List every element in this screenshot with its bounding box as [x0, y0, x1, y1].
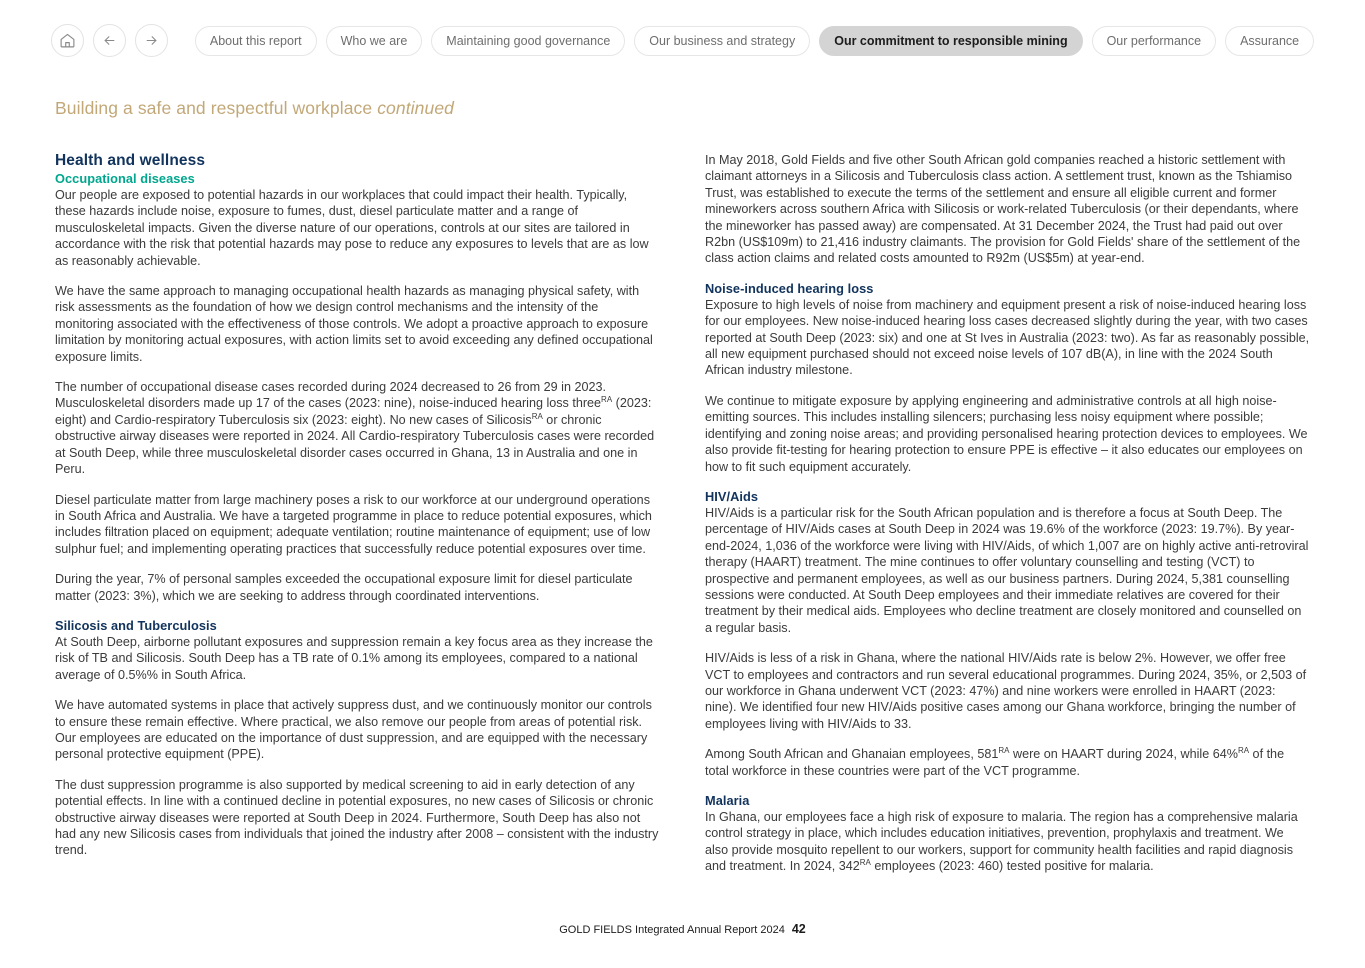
paragraph-hiv-south-deep: HIV/Aids is a particular risk for the South African population and is therefore a focus at South Deep. The percentage of HIV/Aids cases at South Deep in 2024 was 19.6% of the workforce (2023: 19.7%). By year-end-2024, 1,036 of the workforce were living with HIV/Aids, of which 1,007 are on highly active anti-retroviral therapy (HAART) treatment. The mine continues to offer voluntary counselling and testing (VCT) to prospective and permanent employees, as well as our business partners. During 2024, 5,381 counselling sessions were conducted. At South Deep employees and their immediate relatives are covered for their treatment by their medical aids. Employees who decline treatment are closely monitored and counselled on a regular basis. — [705, 505, 1309, 635]
paragraph-noise-exposure-cases: Exposure to high levels of noise from machinery and equipment present a risk of noise-induced hearing loss for our employees. New noise-induced hearing loss cases decreased slightly during the year, with two cases reported at South Deep (2023: six) and one at St Ives in Australia (2023: two). As far as reasonably possible, all new equipment purchased should not exceed noise levels of 107 dB(A), in line with the 2024 South African industry milestone. — [705, 297, 1310, 378]
paragraph-malaria-control — [705, 809, 1310, 875]
sub-heading-occupational-diseases: Occupational diseases — [55, 171, 195, 186]
sub-heading-hiv-aids: HIV/Aids — [705, 488, 759, 504]
malaria-text-2: employees (2023: 460) tested positive for malaria. — [870, 859, 1154, 874]
malaria-text-1: In Ghana, our employees face a high risk of exposure to malaria. The region has a comprehensive malaria control strategy in place, which includes education initiatives, prevention, prophylaxis and treatment. We also provide mosquito repellent to our workers, support for community health facilities and rapid diagnosis and treatment. In 2024, 342 — [705, 810, 1298, 874]
nav-tab-assurance[interactable]: Assurance — [1225, 26, 1314, 56]
left-column — [55, 152, 660, 875]
ra-superscript-3: RA — [998, 746, 1010, 755]
nav-tab-who-we-are[interactable]: Who we are — [326, 26, 423, 56]
paragraph-disease-case-numbers — [55, 379, 660, 477]
page-title — [55, 98, 454, 119]
ra-superscript-2: RA — [531, 411, 543, 421]
nav-tab-about-this-report[interactable]: About this report — [195, 26, 317, 56]
paragraph-hiv-ghana: HIV/Aids is less of a risk in Ghana, where the national HIV/Aids rate is below 2%. However, we offer free VCT to employees and contractors and run several educational programmes. During 2024, 35%, or 2,503 of our workforce in Ghana underwent VCT (2023: 47%) and nine workers were enrolled in HAART (2023: nine). We identified four new HIV/Aids positive cases among our Ghana workforce, bringing the number of employees living with HIV/Aids to 33. — [705, 651, 1307, 731]
paragraph-tshiamiso-trust-settlement: In May 2018, Gold Fields and five other South African gold companies reached a historic settlement with claimant attorneys in a Silicosis and Tuberculosis class action. A settlement trust, known as the Tshiamiso Trust, was established to execute the terms of the settlement and ensure all eligible current and former mineworkers across southern Africa with Silicosis or work-related Tuberculosis (or their dependants, where the mineworker has passed away) are compensated. At 31 December 2024, the Trust had paid out over R2bn (US$109m) to 21,416 industry claimants. The provision for Gold Fields' share of the settlement of the class action claims and related costs amounted to R92m (US$5m) at year-end. — [705, 153, 1301, 266]
ra-superscript-4: RA — [1237, 746, 1250, 755]
paragraph-occupational-hazards: Our people are exposed to potential hazards in our workplaces that could impact their health. Typically, these hazards include noise, exposure to fumes, dust, diesel particulate matter and a range of musculoskeletal impacts. Given the diverse nature of our operations, controls at our sites are tailored in accordance with the risk that potential hazards may pose to reduce any exposures to levels that are as low as reasonably achievable. — [55, 188, 649, 268]
forward-button[interactable] — [135, 24, 168, 57]
paragraph-haart-vct-totals — [705, 746, 1310, 779]
ra-superscript-5: RA — [859, 858, 871, 868]
sub-heading-noise-induced-hearing-loss: Noise-induced hearing loss — [705, 280, 874, 296]
home-icon — [59, 32, 76, 49]
disease-cases-text-2: (2023: eight) and Cardio-respiratory Tuberculosis six (2023: eight). No new cases of Silicosis — [55, 396, 652, 427]
paragraph-diesel-particulate-matter: Diesel particulate matter from large machinery poses a risk to our workforce at our underground operations in South Africa and Australia. We have a targeted programme in place to reduce potential exposures, which includes filtration placed on equipment; adequate ventilation; routine maintenance of equipment; use of low sulphur fuel; and implementing operating practices that successfully reduce potential exposures over time. — [55, 492, 652, 556]
sub-heading-silicosis-and-tuberculosis: Silicosis and Tuberculosis — [55, 617, 217, 633]
page-footer — [0, 922, 1365, 936]
ra-superscript-1: RA — [601, 395, 613, 405]
footer-report-title: GOLD FIELDS Integrated Annual Report 2024 — [559, 924, 785, 936]
paragraph-health-hazard-approach: We have the same approach to managing occupational health hazards as managing physical safety, with risk assessments as the foundation of how we design control mechanisms and the intensity of the monitoring associated with the effectiveness of those controls. We adopt a proactive approach to exposure limitation by monitoring actual exposures, with action limits set to avoid exceeding any defined occupational exposure limits. — [55, 284, 653, 364]
paragraph-medical-screening: The dust suppression programme is also supported by medical screening to aid in early detection of any potential effects. In line with a continued decline in potential exposures, no new cases of Silicosis or chronic obstructive airway diseases were reported at South Deep in 2024. Furthermore, South Deep has also not had any new Silicosis cases from individuals that joined the industry after 2008 – consistent with the industry trend. — [55, 777, 659, 858]
nav-tab-our-performance[interactable]: Our performance — [1092, 26, 1216, 56]
haart-text-3: of the total workforce in these countries were part of the VCT programme. — [705, 747, 1285, 778]
sub-heading-malaria: Malaria — [705, 793, 750, 808]
page-title-continued: continued — [377, 98, 454, 118]
page-title-main: Building a safe and respectful workplace — [55, 98, 378, 118]
haart-text-1: Among South African and Ghanaian employees, 581 — [705, 747, 999, 762]
footer-page-number: 42 — [791, 922, 806, 936]
paragraph-dust-suppression-systems: We have automated systems in place that actively suppress dust, and we continuously monitor our controls to ensure these remain effective. Where practical, we also remove our people from areas of potential risk. Our employees are educated on the importance of dust suppression, and are equipped with the necessary personal protective equipment (PPE). — [55, 698, 652, 762]
paragraph-noise-mitigation-controls: We continue to mitigate exposure by applying engineering and administrative controls at all high noise-emitting sources. This includes installing silencers; purchasing less noisy equipment where possible; identifying and zoning noise areas; and providing personalised hearing protection devices to employees. We also provide fit-testing for hearing protection to ensure PPE is effective – it also educates our employees on how to fit such equipment accurately. — [705, 393, 1308, 474]
arrow-right-icon — [144, 33, 159, 48]
right-column — [705, 152, 1310, 875]
nav-tab-our-commitment-to-responsible-mining[interactable]: Our commitment to responsible mining — [819, 26, 1082, 56]
paragraph-south-deep-tb-rate: At South Deep, airborne pollutant exposures and suppression remain a key focus area as they increase the risk of TB and Silicosis. South Deep has a TB rate of 0.1% among its employees, compared to a national average of 0.5%% in South Africa. — [55, 634, 653, 682]
haart-text-2: were on HAART during 2024, while 64% — [1009, 747, 1238, 762]
top-navigation-bar — [0, 24, 1365, 57]
disease-cases-text-3: or chronic obstructive airway diseases were reported in 2024. All Cardio-respiratory Tuberculosis cases were recorded at South Deep, while three musculoskeletal disorder cases occurred in Ghana, 13 in Australia and one in Peru. — [55, 412, 655, 477]
disease-cases-text-1: The number of occupational disease cases recorded during 2024 decreased to 26 from 29 in 2023. Musculoskeletal disorders made up 17 of the cases (2023: nine), noise-induced hearing loss three — [55, 380, 606, 411]
section-heading-health-and-wellness: Health and wellness — [55, 152, 206, 169]
back-button[interactable] — [93, 24, 126, 57]
paragraph-personal-samples: During the year, 7% of personal samples exceeded the occupational exposure limit for diesel particulate matter (2023: 3%), which we are seeking to address through coordinated interventions. — [55, 572, 633, 603]
content-columns — [55, 152, 1310, 875]
nav-tab-maintaining-good-governance[interactable]: Maintaining good governance — [431, 26, 625, 56]
home-button[interactable] — [51, 24, 84, 57]
arrow-left-icon — [102, 33, 117, 48]
nav-tab-our-business-and-strategy[interactable]: Our business and strategy — [634, 26, 810, 56]
